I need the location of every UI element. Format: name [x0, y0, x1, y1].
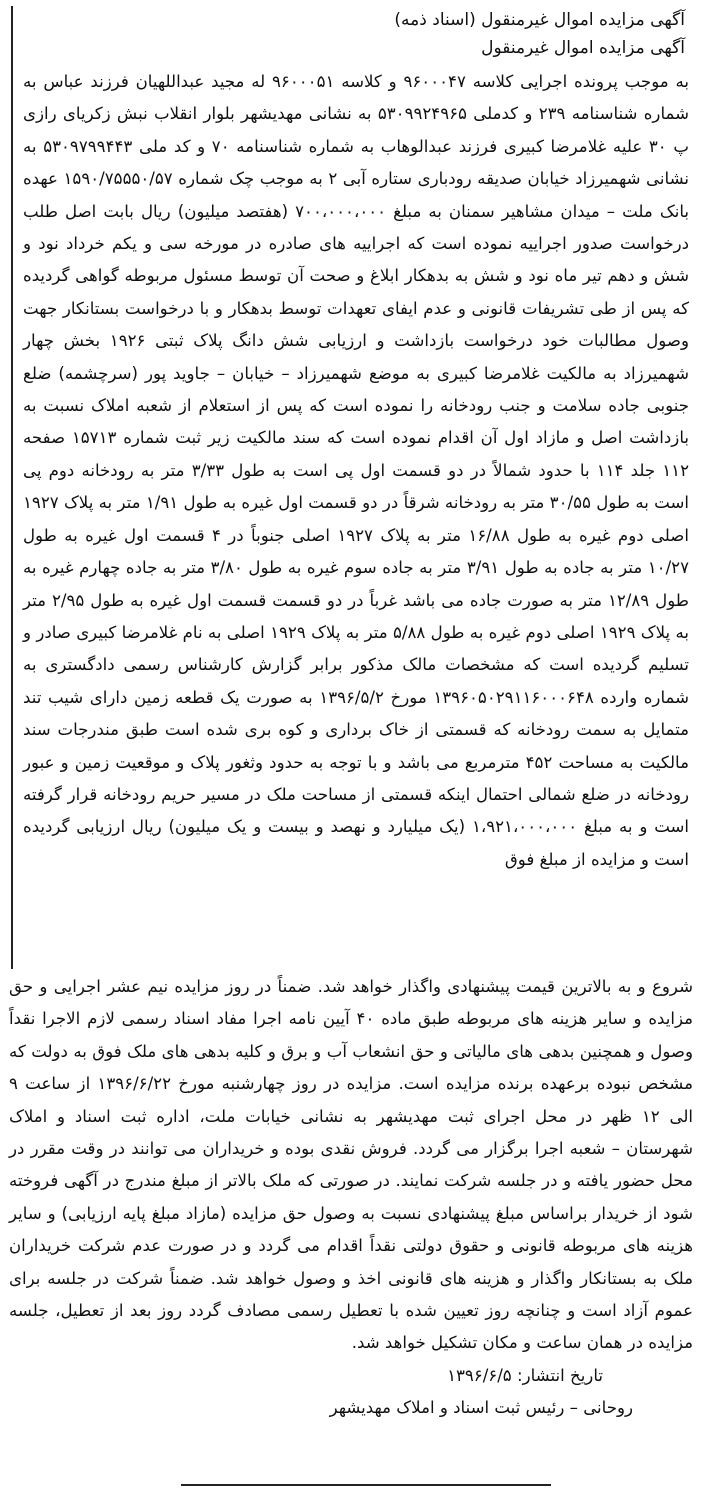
signer-line: روحانی – رئیس ثبت اسناد و املاک مهدیشهر — [329, 1397, 633, 1417]
notice-continuation-block — [9, 971, 693, 1424]
notice-main-block — [11, 6, 695, 969]
bottom-divider — [181, 1484, 551, 1486]
publish-date: تاریخ انتشار: ۱۳۹۶/۶/۵ — [447, 1365, 603, 1385]
notice-subtitle: آگهی مزایده اموال غیرمنقول — [481, 38, 685, 58]
notice-body-part-1: به موجب پرونده اجرایی کلاسه ۹۶۰۰۰۴۷ و کلاسه ۹۶۰۰۰۵۱ له مجید عبداللهیان فرزند عباس به شماره شناسنامه ۲۳۹ و کدملی ۵۳۰۹۹۲۴۹۶۵ به نشانی مهدیشهر بلوار انقلاب نبش زکریای رازی پ ۳۰ علیه غلامرضا کبیری فرزند عبدالوهاب به شماره شناسنامه ۷۰ و کد ملی ۵۳۰۹۷۹۹۴۴۳ به نشانی شهمیرزاد خیابان صدیقه رودباری ستاره آبی ۲ به موجب چک شماره ۱۵۹۰/۷۵۵۵۰/۵۷ عهده بانک ملت – میدان مشاهیر سمنان به مبلغ ۷۰۰،۰۰۰،۰۰۰ (هفتصد میلیون) ریال بابت اصل طلب درخواست صدور اجراییه نموده است که اجراییه های صادره در مورخه سی و یکم خرداد نود و شش و دهم تیر ماه نود و شش به بدهکار ابلاغ و صحت آن توسط مسئول مربوطه گواهی گردیده که پس از طی تشریفات قانونی و عدم ایفای تعهدات توسط بدهکار و با درخواست بستانکار جهت وصول مطالبات خود درخواست بازداشت و ارزیابی شش دانگ پلاک ثبتی ۱۹۲۶ بخش چهار شهمیرزاد به مالکیت غلامرضا کبیری به موضع شهمیرزاد – خیابان – جاوید پور (سرچشمه) ضلع جنوبی جاده سلامت و جنب رودخانه را نموده است که پس از استعلام از شعبه املاک نسبت به بازداشت اصل و مازاد اول آن اقدام نموده است که سند مالکیت زیر ثبت شماره ۱۵۷۱۳ صفحه ۱۱۲ جلد ۱۱۴ با حدود شمالاً در دو قسمت اول پی است به طول ۳/۳۳ متر به رودخانه دوم پی است به طول ۳۰/۵۵ متر به رودخانه شرقاً در دو قسمت اول غیره به طول ۱/۹۱ متر به پلاک ۱۹۲۷ اصلی دوم غیره به طول ۱۶/۸۸ متر به پلاک ۱۹۲۷ اصلی جنوباً در ۴ قسمت اول غیره به طول ۱۰/۲۷ متر به جاده به طول ۳/۹۱ متر به جاده سوم غیره به طول ۳/۸۰ متر به جاده چهارم غیره به طول ۱۲/۸۹ متر به صورت جاده می باشد غرباً در دو قسمت قسمت اول غیره به طول ۲/۹۵ متر به پلاک ۱۹۲۹ اصلی دوم غیره به طول ۵/۸۸ متر به پلاک ۱۹۲۹ اصلی به نام غلامرضا کبیری صادر و تسلیم گردیده است که مشخصات مالک مذکور برابر گزارش کارشناس رسمی دادگستری به شماره وارده ۱۳۹۶۰۵۰۲۹۱۱۶۰۰۰۶۴۸ مورخ ۱۳۹۶/۵/۲ به صورت یک قطعه زمین دارای شیب تند متمایل به سمت رودخانه که قسمتی از خاک برداری و کوه بری شده است طبق مندرجات سند مالکیت به مساحت ۴۵۲ مترمربع می باشد و با توجه به حدود وثغور پلاک و موقعیت زمین و عبور رودخانه در ضلع شمالی احتمال اینکه قسمتی از مساحت ملک در مسیر حریم رودخانه قرار گرفته است و به مبلغ ۱،۹۲۱،۰۰۰،۰۰۰ (یک میلیارد و نهصد و بیست و یک میلیون) ریال ارزیابی گردیده است و مزایده از مبلغ فوق — [23, 72, 690, 869]
notice-body-part-2: شروع و به بالاترین قیمت پیشنهادی واگذار خواهد شد. ضمناً در روز مزایده نیم عشر اجرایی و حق مزایده و سایر هزینه های مربوطه طبق ماده ۴۰ آیین نامه اجرا مفاد اسناد رسمی لازم الاجرا نقداً وصول و همچنین بدهی های مالیاتی و حق انشعاب آب و برق و کلیه بدهی های ملک فوق به دولت که مشخص نبوده برعهده برنده مزایده است. مزایده در روز چهارشنبه مورخ ۱۳۹۶/۶/۲۲ از ساعت ۹ الی ۱۲ ظهر در محل اجرای ثبت مهدیشهر به نشانی خیابات ملت، اداره ثبت اسناد و املاک شهرستان – شعبه اجرا برگزار می گردد. فروش نقدی بوده و خریداران می توانند در وقت مقرر در محل حضور یافته و در جلسه شرکت نمایند. در صورتی که ملک بالاتر از مبلغ مندرج در آگهی فروخته شود از خریدار براساس مبلغ پیشنهادی نسبت به وصول حق مزایده (مازاد مبلغ پایه ارزیابی) و سایر هزینه های مربوطه قانونی و حقوق دولتی نقداً اقدام می گردد و در صورت عدم شرکت خریداران ملک به بستانکار واگذار و هزینه های قانونی اخذ و وصول خواهد شد. ضمناً شرکت در جلسه برای عموم آزاد است و چنانچه روز تعیین شده با تعطیل رسمی مصادف گردد روز بعد از تعطیل، جلسه مزایده در همان ساعت و مکان تشکیل خواهد شد. — [9, 977, 693, 1353]
notice-title: آگهی مزایده اموال غیرمنقول (اسناد ذمه) — [394, 10, 685, 30]
